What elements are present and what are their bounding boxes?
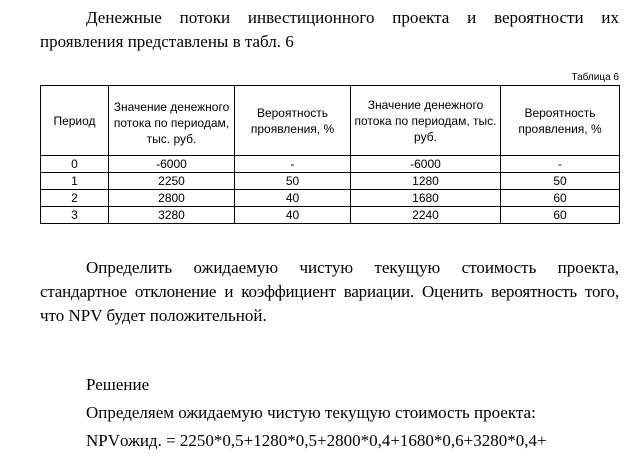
cell-period: 3 xyxy=(41,207,109,224)
solution-line-1: Определяем ожидаемую чистую текущую стоимость проекта: xyxy=(86,403,536,422)
cell-probability-b: - xyxy=(501,156,620,173)
task-line-1: Определить ожидаемую чистую текущую стоимость проекта, xyxy=(86,258,619,277)
cell-cash-flow-a: 2800 xyxy=(109,190,235,207)
intro-paragraph xyxy=(40,8,619,52)
cell-cash-flow-a: 3280 xyxy=(109,207,235,224)
cell-cash-flow-b: -6000 xyxy=(351,156,501,173)
cell-probability-b: 60 xyxy=(501,190,620,207)
intro-line-1: Денежные потоки инвестиционного проекта и вероятности их xyxy=(86,8,619,27)
cell-cash-flow-b: 1280 xyxy=(351,173,501,190)
task-line-3: что NPV будет положительной. xyxy=(40,306,267,325)
header-probability-project-a: Вероятность проявления, % xyxy=(235,86,351,156)
solution-heading: Решение xyxy=(86,375,150,394)
cell-cash-flow-a: 2250 xyxy=(109,173,235,190)
task-line-2: стандартное отклонение и коэффициент вариации. Оценить вероятность того, xyxy=(40,282,619,301)
header-period: Период xyxy=(41,86,109,156)
cell-cash-flow-a: -6000 xyxy=(109,156,235,173)
table-row xyxy=(41,173,620,190)
table-row xyxy=(41,190,620,207)
cell-period: 2 xyxy=(41,190,109,207)
cash-flow-table xyxy=(40,85,620,224)
intro-line-2: проявления представлены в табл. 6 xyxy=(40,32,294,51)
cell-probability-b: 60 xyxy=(501,207,620,224)
cell-probability-a: 40 xyxy=(235,190,351,207)
cell-period: 1 xyxy=(41,173,109,190)
cell-probability-a: - xyxy=(235,156,351,173)
table-header-row xyxy=(41,86,620,156)
cell-probability-a: 40 xyxy=(235,207,351,224)
cell-cash-flow-b: 1680 xyxy=(351,190,501,207)
cell-probability-a: 50 xyxy=(235,173,351,190)
header-cash-flow-project-a: Значение денежного потока по периодам, тыс. руб. xyxy=(109,86,235,156)
table-caption: Таблица 6 xyxy=(571,72,619,83)
npv-formula: NPVожид. = 2250*0,5+1280*0,5+2800*0,4+1680*0,6+3280*0,4+ xyxy=(86,431,547,450)
table-row xyxy=(41,156,620,173)
cell-cash-flow-b: 2240 xyxy=(351,207,501,224)
task-paragraph xyxy=(40,258,619,326)
header-cash-flow-project-b: Значение денежного потока по периодам, тыс. руб. xyxy=(351,86,501,156)
cell-probability-b: 50 xyxy=(501,173,620,190)
table-row xyxy=(41,207,620,224)
header-probability-project-b: Вероятность проявления, % xyxy=(501,86,620,156)
cell-period: 0 xyxy=(41,156,109,173)
